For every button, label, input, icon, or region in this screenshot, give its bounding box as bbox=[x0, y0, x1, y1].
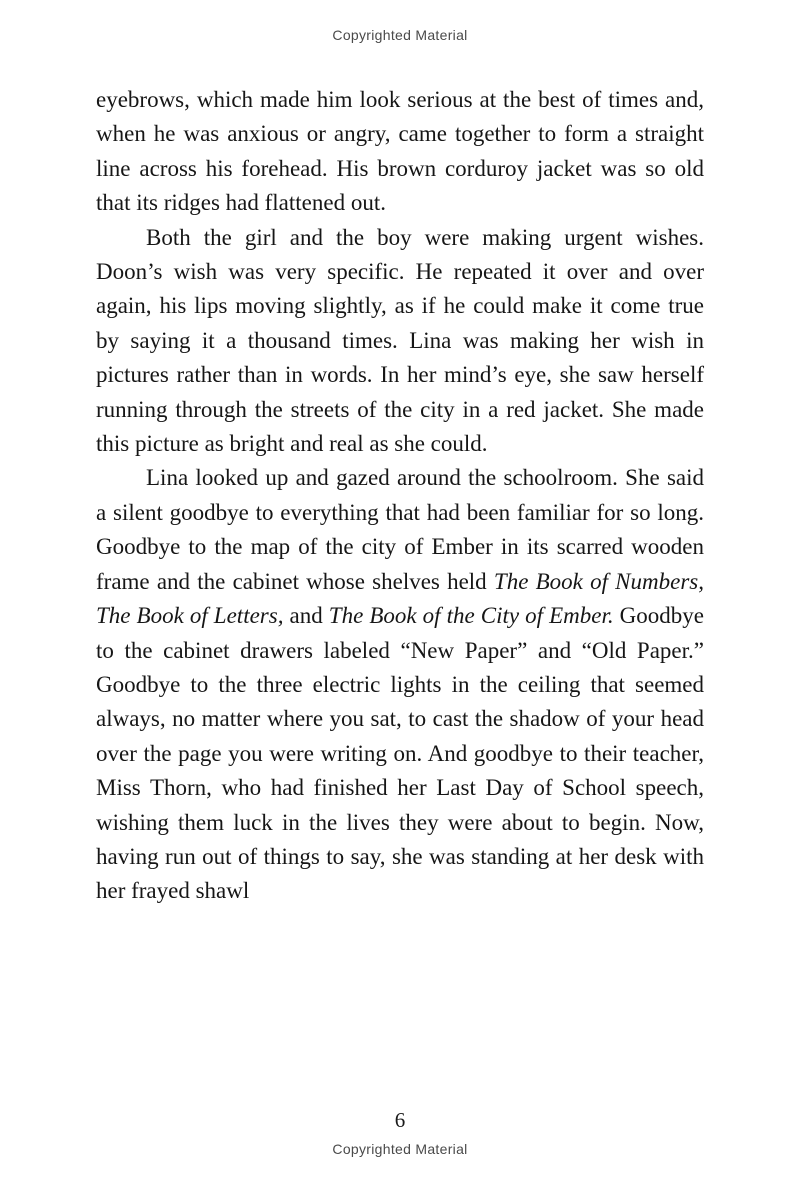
paragraph-text: eyebrows, which made him look serious at the best of times and, when he was anxious or angry, came together to form a straight line across his forehead. His brown corduroy jacket was so old that its ridges had flattened out. bbox=[96, 87, 704, 216]
book-title-italic: The Book of the City of Ember. bbox=[328, 603, 614, 629]
paragraph-text: Lina looked up and gazed around the schoolroom. She said a silent goodbye to everything that had been familiar for so long. Goodbye to the map of the city of Ember in its scarred wooden frame and the cabinet whose shelves held bbox=[96, 465, 704, 594]
copyright-notice-bottom: Copyrighted Material bbox=[332, 1141, 468, 1157]
copyright-notice-top: Copyrighted Material bbox=[332, 27, 468, 43]
page-number: 6 bbox=[394, 1108, 406, 1132]
paragraph-text: Both the girl and the boy were making urgent wishes. Doon’s wish was very specific. He repeated it over and over again, his lips moving slightly, as if he could make it come true by saying it a thousand times. Lina was making her wish in pictures rather than in words. In her mind’s eye, she saw herself running through the streets of the city in a red jacket. She made this picture as bright and real as she could. bbox=[96, 224, 704, 457]
book-title-italic: The Book of Numbers, The Book of Letters, bbox=[96, 568, 704, 629]
paragraph-text: and bbox=[283, 603, 329, 629]
paragraph-text: Goodbye to the cabinet drawers labeled “New Paper” and “Old Paper.” Goodbye to the three electric lights in the ceiling that seemed always, no matter where you sat, to cast the shadow of your head over the page you were writing on. And goodbye to their teacher, Miss Thorn, who had finished her Last Day of School speech, wishing them luck in the lives they were about to begin. Now, having run out of things to say, she was standing at her desk with her frayed shawl bbox=[96, 603, 704, 904]
paragraph bbox=[96, 221, 704, 462]
paragraph-continuation bbox=[96, 83, 704, 221]
page-text-block bbox=[96, 83, 704, 909]
paragraph bbox=[96, 461, 704, 908]
